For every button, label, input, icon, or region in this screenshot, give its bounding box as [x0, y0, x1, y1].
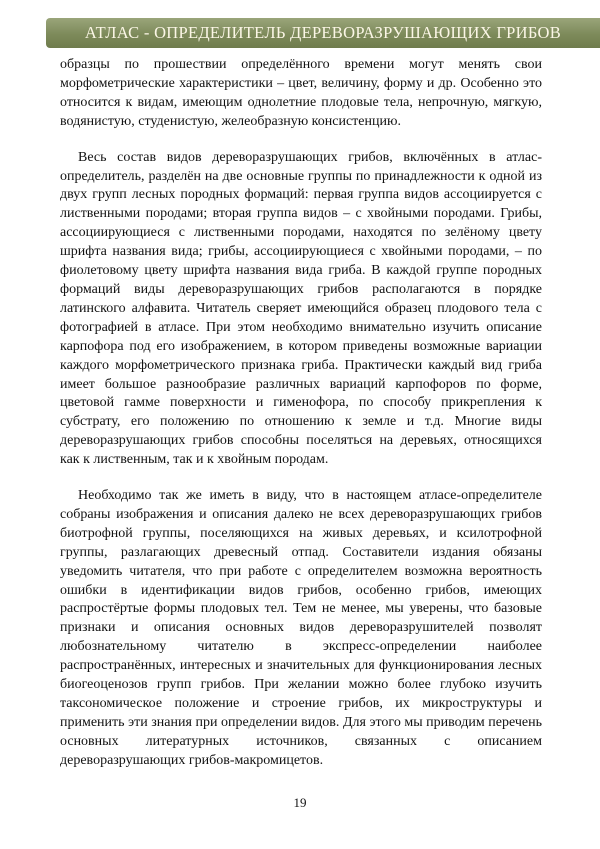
page-body	[60, 56, 542, 771]
paragraph-continued: образцы по прошествии определённого времени могут менять свои морфометрические характеристики – цвет, величину, форму и др. Особенно это относится к видам, имеющим однолетние плодовые тела, непрочную, мягкую, водянистую, студенистую, желеобразную консистенцию.	[60, 57, 542, 129]
running-header	[46, 18, 600, 48]
running-header-title: АТЛАС - ОПРЕДЕЛИТЕЛЬ ДЕРЕВОРАЗРУШАЮЩИХ ГРИБОВ	[84, 23, 562, 42]
paragraph-species-groups: Весь состав видов дереворазрушающих грибов, включённых в атлас-определитель, разделён на две основные группы по принадлежности к одной из двух групп лесных породных формаций: первая группа видов ассоциируется с лиственными породами; вторая группа видов – с хвойными породами. Грибы, ассоциирующиеся с лиственными породами, находятся по зелёному цвету шрифта названия вида; грибы, ассоциирующиеся с хвойными породами, – по фиолетовому цвету шрифта названия вида гриба. В каждой группе породных формаций виды дереворазрушающих грибов располагаются в порядке латинского алфавита. Читатель сверяет имеющийся образец плодового тела с фотографией в атласе. При этом необходимо внимательно изучить описание карпофора под его изображением, в котором приведены возможные вариации каждого морфометрического признака гриба. Практически каждый вид гриба имеет большое разнообразие различных вариаций карпофоров по форме, цветовой гамме поверхности и гименофора, по способу прикрепления к субстрату, его положению по отношению к земле и т.д. Многие виды дереворазрушающих грибов способны поселяться на деревьях, относящихся как к лиственным, так и к хвойным породам.	[60, 149, 542, 468]
paragraph-atlas-scope: Необходимо так же иметь в виду, что в настоящем атласе-определителе собраны изображения и описания далеко не всех дереворазрушающих грибов биотрофной группы, поселяющихся на живых деревьях, и ксилотрофной группы, разлагающих древесный отпад. Составители издания обязаны уведомить читателя, что при работе с определителем возможна вероятность ошибки в идентификации видов грибов, особенно грибов, имеющих распростёртые формы плодовых тел. Тем не менее, мы уверены, что базовые признаки и описания основных видов дереворазрушителей позволят любознательному читателю в экспресс-определении наиболее распространённых, интересных и значительных для функционирования лесных биогеоценозов групп грибов. При желании можно более глубоко изучить таксономическое положение и строение грибов, их микроструктуры и применить эти знания при определении видов. Для этого мы приводим перечень основных литературных источников, связанных с описанием дереворазрушающих грибов-макромицетов.	[60, 488, 542, 768]
page-number: 19	[293, 795, 307, 810]
